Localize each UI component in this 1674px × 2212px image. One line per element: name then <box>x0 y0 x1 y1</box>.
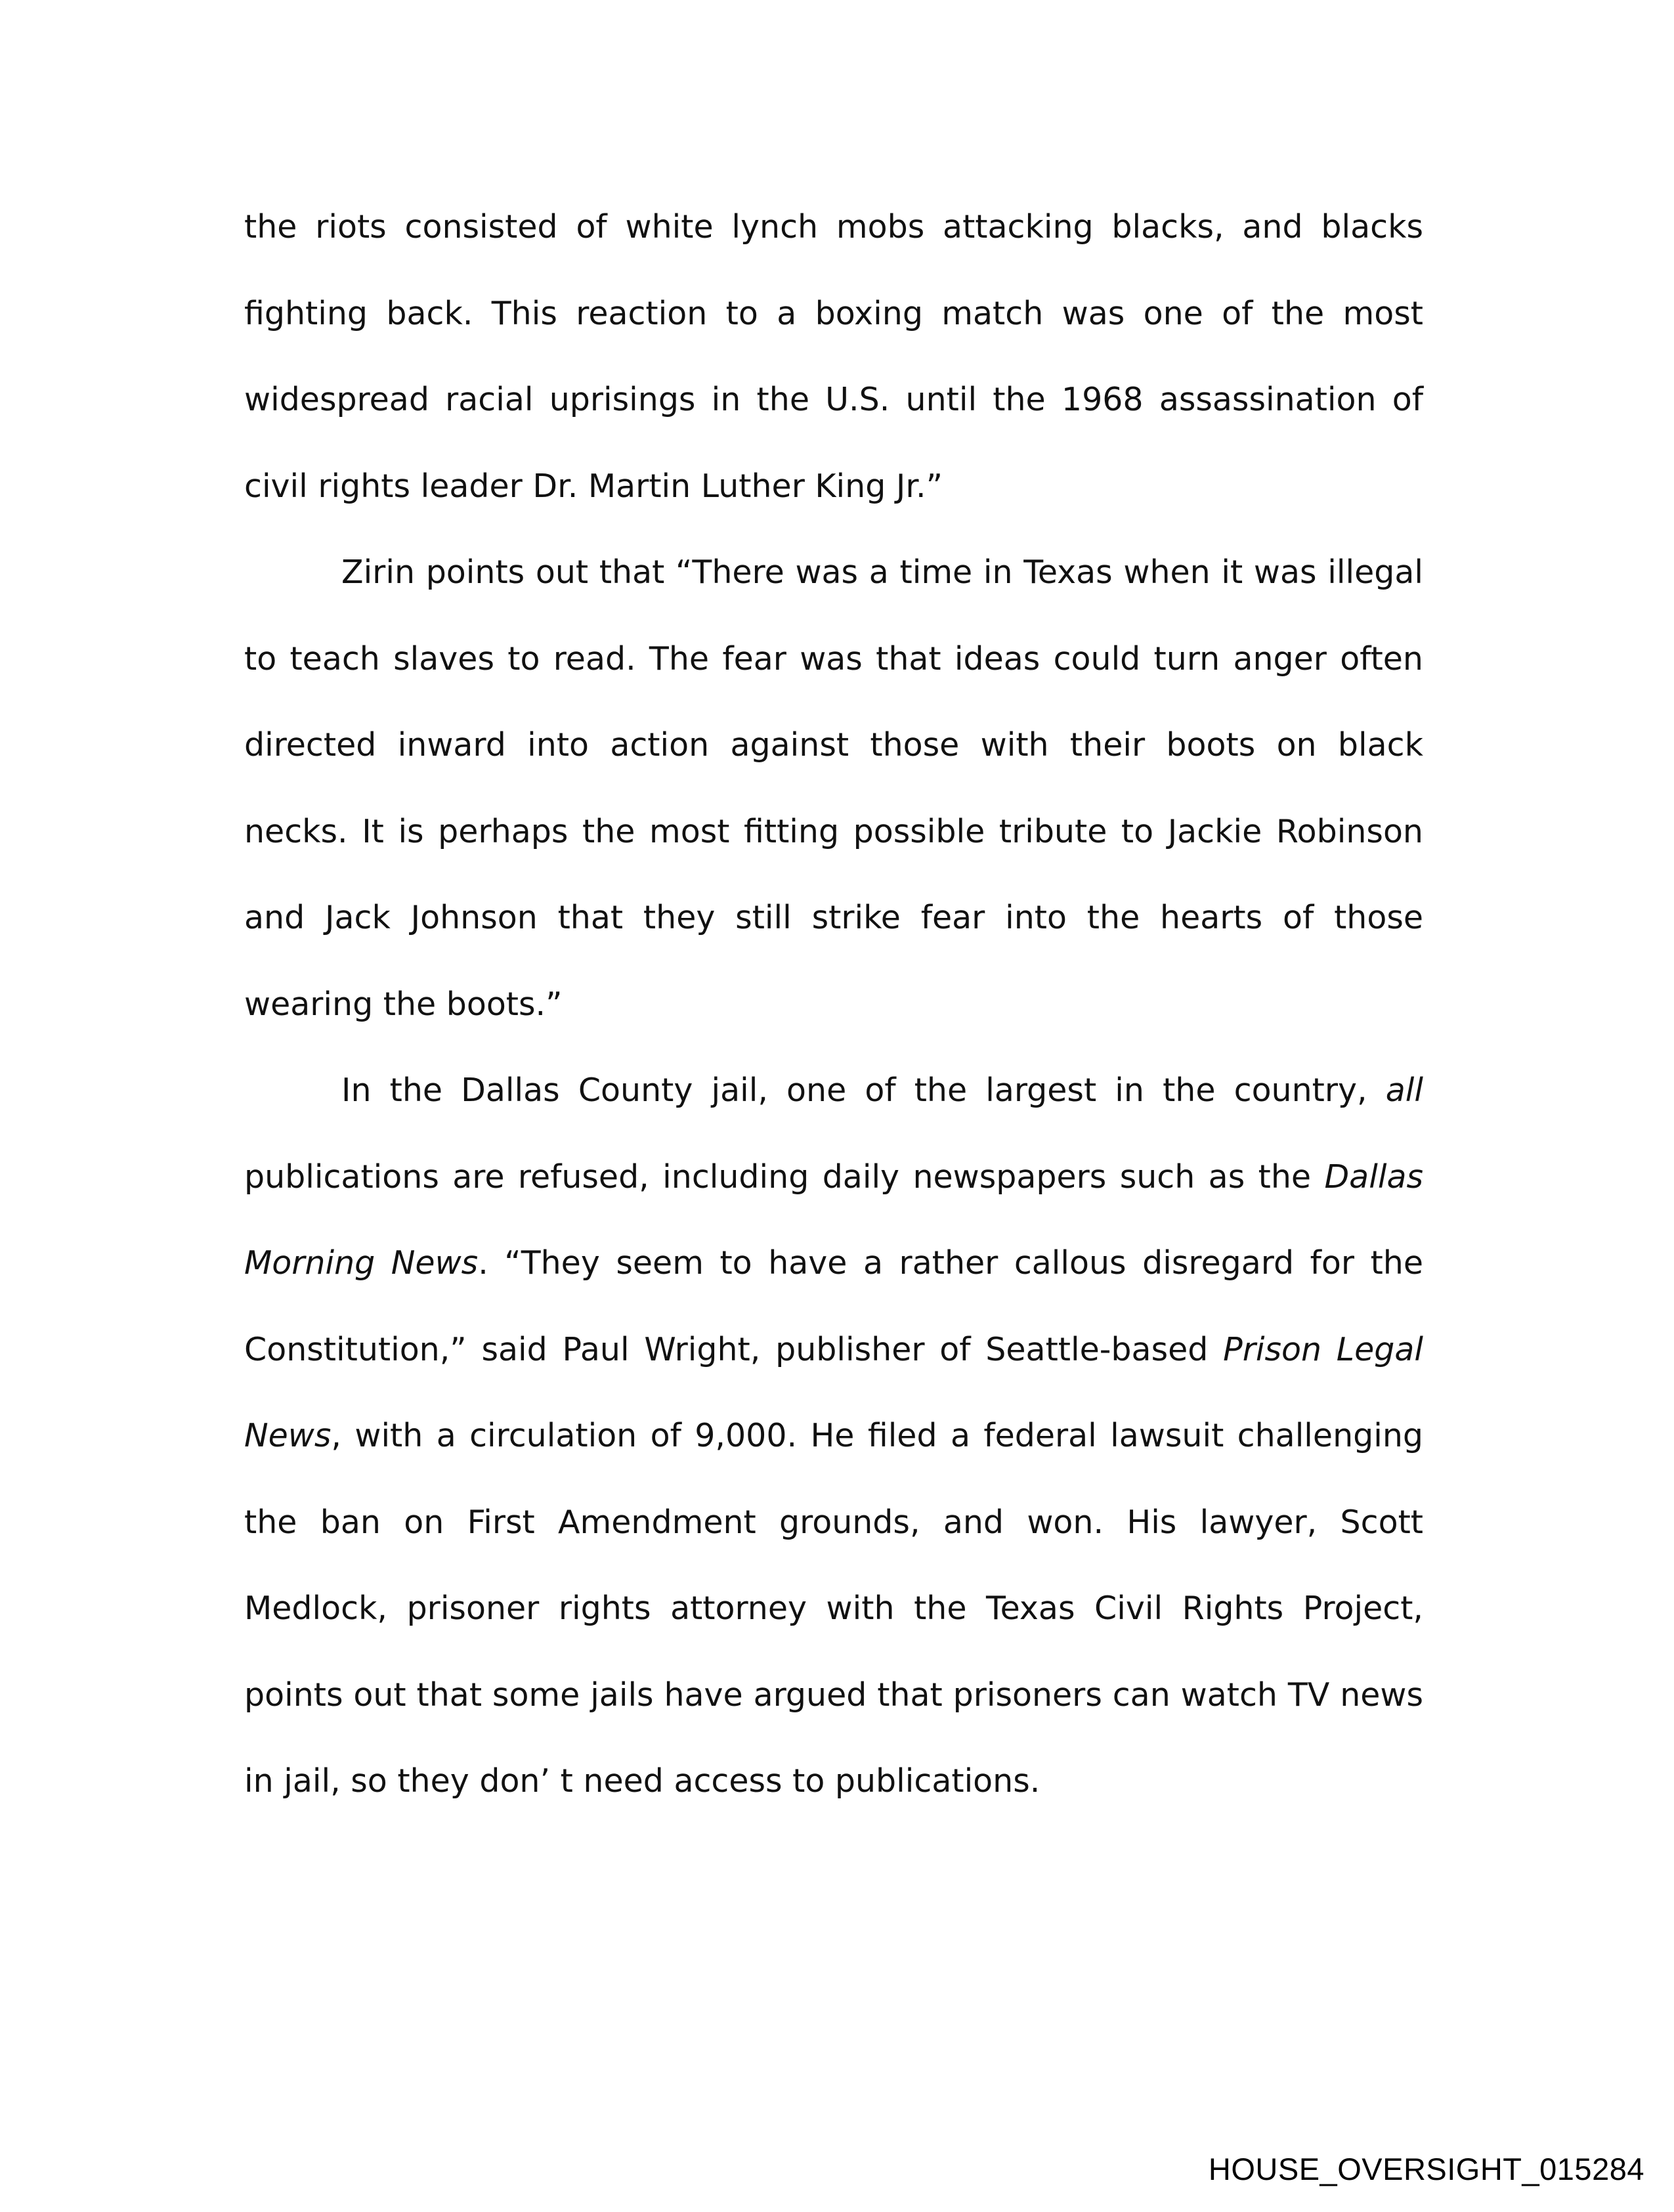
paragraph-dallas-text-1: In the Dallas County jail, one of the largest in the country, <box>341 1072 1386 1109</box>
paragraph-riots-text: the riots consisted of white lynch mobs attacking blacks, and blacks fighting back. This reaction to a boxing match was one of the most widespread racial uprisings in the U.S. until the 1968 assassination of civil rights leader Dr. Martin Luther King Jr.” <box>244 208 1423 505</box>
paragraph-zirin <box>244 529 1423 1047</box>
paragraph-riots <box>244 184 1423 529</box>
paragraph-zirin-text: Zirin points out that “There was a time in Texas when it was illegal to teach slaves to read. The fear was that ideas could turn anger often directed inward into action against those with their boots on black necks. It is perhaps the most fitting possible tribute to Jackie Robinson and Jack Johnson that they still strike fear into the hearts of those wearing the boots.” <box>244 553 1423 1023</box>
paragraph-dallas-text-2: publications are refused, including daily newspapers such as the <box>244 1158 1325 1196</box>
paragraph-dallas-text-3: . “They seem to have a rather callous disregard for the Constitution,” said Paul Wright, publisher of Seattle-based <box>244 1244 1423 1368</box>
publication-dallas-morning-news: Dallas Morning News <box>244 1158 1423 1282</box>
emphasis-all: all <box>1385 1072 1423 1109</box>
publication-prison-legal-news: Prison Legal News <box>244 1330 1423 1454</box>
bates-number: HOUSE_OVERSIGHT_015284 <box>1208 2152 1644 2186</box>
paragraph-dallas-jail <box>244 1047 1423 1825</box>
paragraph-dallas-text-4: , with a circulation of 9,000. He filed a federal lawsuit challenging the ban on First Amendment grounds, and won. His lawyer, Scott Medlock, prisoner rights attorney with the Texas Civil Rights Project, points out that some jails have argued that prisoners can watch TV news in jail, so they don’ t need access to publications. <box>244 1417 1423 1800</box>
body-text <box>244 184 1423 1825</box>
